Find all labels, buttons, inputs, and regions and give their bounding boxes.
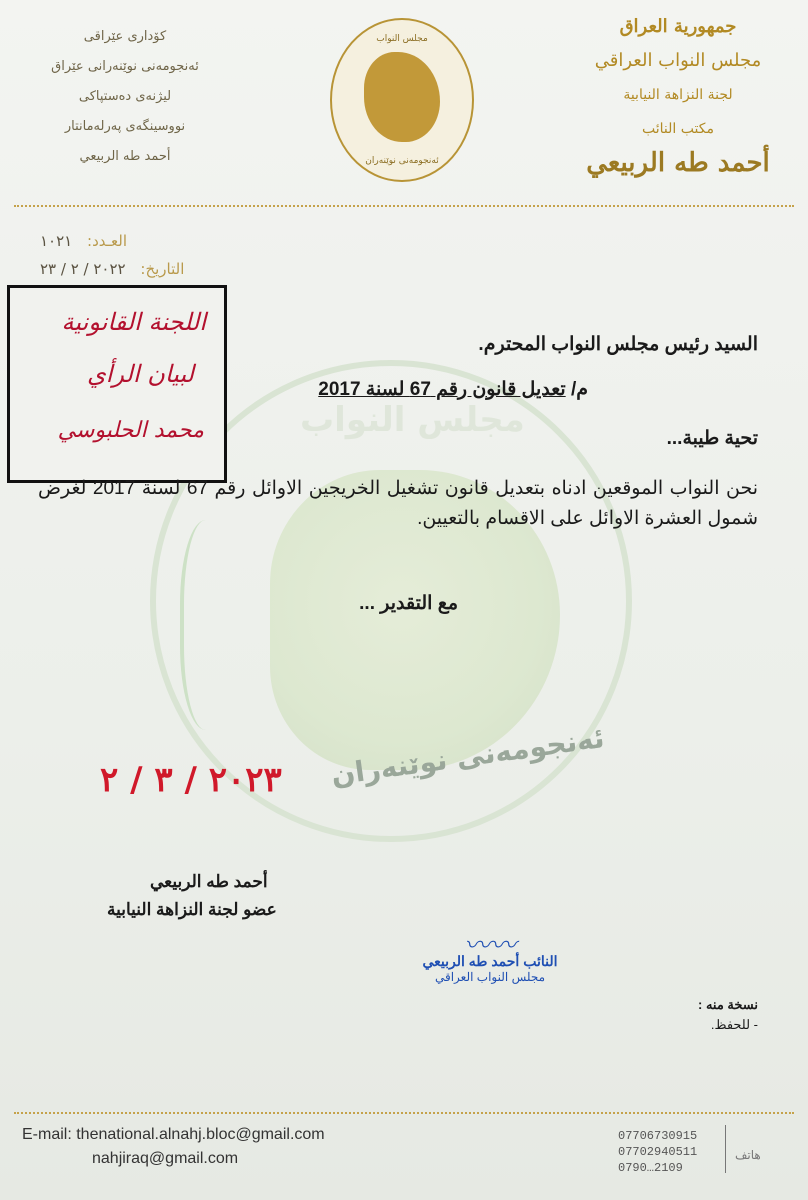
footer-email-1[interactable]: E-mail: thenational.alnahj.bloc@gmail.com — [22, 1126, 325, 1143]
header-right-line: مكتب النائب — [642, 121, 714, 137]
header-right-line: أحمد طه الربيعي — [586, 148, 770, 178]
footer-email-2[interactable]: nahjiraq@gmail.com — [92, 1150, 239, 1167]
letter-body: نحن النواب الموقعين ادناه بتعديل قانون تشغيل الخريجين الاوائل رقم 67 لسنة 2017 لغرض شمول العشرة الاوائل على الاقسام بالتعيين. — [38, 478, 758, 529]
palm-tree-icon — [180, 520, 244, 730]
phone-number: 0790…2109 — [618, 1161, 683, 1175]
iraq-map-icon — [364, 52, 440, 142]
watermark-bottom-text: ئەنجومەنی نوێنەران — [329, 721, 607, 792]
copy-to-title: نسخة منه : — [698, 997, 758, 1012]
header-right-line: مجلس النواب العراقي — [594, 50, 762, 71]
greeting: تحية طيبة... — [666, 428, 758, 449]
handwritten-referral-box — [7, 285, 227, 483]
blue-stamp-line: النائب أحمد طه الربيعي — [422, 953, 558, 969]
phone-number: 07706730915 — [618, 1129, 698, 1143]
header-arabic-block — [578, 10, 778, 180]
header-left-line: کۆداری عێراقی — [83, 29, 167, 44]
signature-scribble-icon: 〰〰 — [463, 931, 516, 961]
referral-signature: محمد الحلبوسي — [57, 418, 204, 443]
red-signature-stamp — [100, 760, 300, 870]
header-kurdish-block — [40, 22, 210, 172]
header-divider — [14, 205, 794, 207]
copy-to — [698, 995, 758, 1035]
footer-separator — [725, 1125, 726, 1173]
document-date — [40, 260, 184, 278]
header-right-line: لجنة النزاهة النيابية — [623, 87, 733, 103]
footer-divider — [14, 1112, 794, 1114]
referral-line: لبيان الرأي — [86, 360, 194, 388]
header-left-line: ئەنجومەنی نوێنەرانی عێراق — [51, 59, 199, 74]
blue-stamp-line: مجلس النواب العراقي — [434, 970, 546, 984]
document-number — [40, 232, 127, 250]
header-left-line: أحمد طه الربيعي — [79, 149, 171, 164]
phone-label: هاتف — [735, 1148, 761, 1162]
header-right-line: جمهورية العراق — [619, 16, 737, 37]
phone-number: 07702940511 — [618, 1145, 698, 1159]
seal-bottom-text: ئەنجومەنی نوێنەران — [365, 156, 439, 166]
parliament-seal — [330, 18, 474, 182]
number-label: العـدد: — [87, 232, 127, 250]
watermark-top-text: مجلس النواب — [300, 400, 525, 440]
subject-prefix: م/ — [570, 379, 588, 400]
signatory-name: أحمد طه الربيعي — [150, 872, 268, 891]
subject-line — [318, 378, 588, 401]
date-label: التاريخ: — [140, 260, 185, 278]
date-value: ٢٠٢٢ / ٢ / ٢٣ — [40, 260, 126, 278]
number-value: ١٠٢١ — [40, 232, 73, 250]
header-left-line: نووسینگەی پەرلەمانتار — [64, 119, 186, 134]
copy-to-item: - للحفظ. — [710, 1017, 758, 1032]
signatory-role: عضو لجنة النزاهة النيابية — [107, 900, 277, 919]
header-left-line: لیژنەی دەستپاکی — [78, 89, 172, 104]
referral-line: اللجنة القانونية — [61, 308, 206, 336]
stamp-text: ٢٠٢٣ / ٣ / ٢ — [100, 760, 282, 800]
closing: مع التقدير ... — [359, 593, 458, 614]
addressee: السيد رئيس مجلس النواب المحترم. — [478, 334, 758, 355]
seal-top-text: مجلس النواب — [376, 34, 428, 44]
subject-text: تعديل قانون رقم 67 لسنة 2017 — [318, 379, 566, 400]
footer-phones — [618, 1128, 697, 1176]
blue-signature-stamp — [400, 925, 580, 1005]
